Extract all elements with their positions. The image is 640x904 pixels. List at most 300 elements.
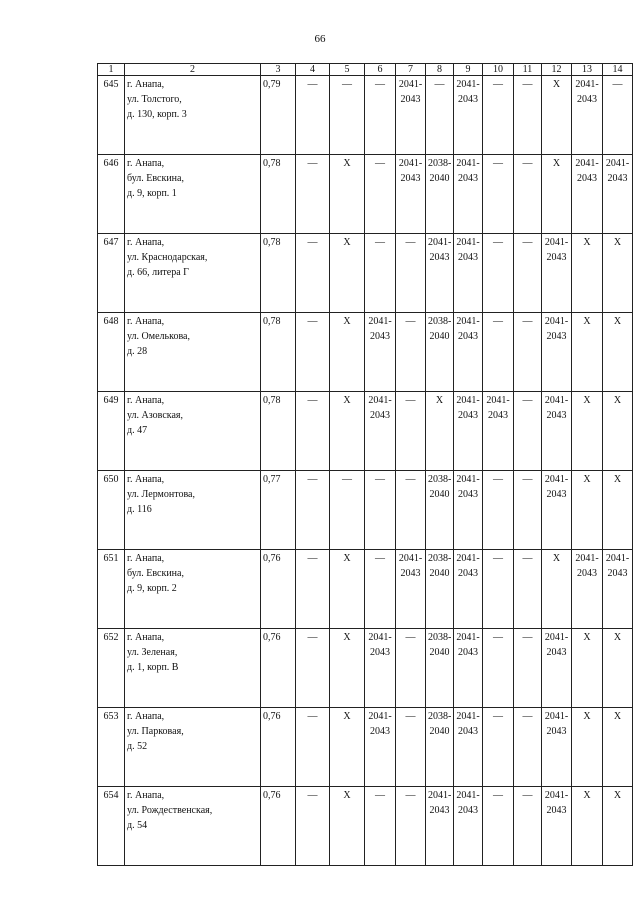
schedule-cell (483, 708, 514, 787)
address-line: г. Анапа, (127, 553, 165, 564)
cell-line: — (493, 474, 503, 485)
cell-line: — (493, 79, 503, 90)
cell-line: 2043 (458, 647, 478, 658)
cell-line: — (307, 79, 318, 90)
cell-line: — (493, 158, 503, 169)
schedule-cell (396, 313, 426, 392)
schedule-cell (514, 155, 542, 234)
schedule-cell (514, 234, 542, 313)
column-header: 6 (365, 64, 396, 76)
cell-line: — (307, 158, 318, 169)
schedule-cell (365, 313, 396, 392)
cell-line: Х (583, 632, 591, 643)
schedule-cell (426, 550, 454, 629)
address-cell (125, 708, 261, 787)
row-number: 649 (98, 392, 125, 471)
cell-line: 2043 (370, 410, 390, 421)
cell-line: Х (613, 790, 622, 801)
schedule-cell (426, 313, 454, 392)
row-number: 647 (98, 234, 125, 313)
cell-line: — (405, 474, 416, 485)
schedule-cell (454, 313, 483, 392)
schedule-cell (396, 629, 426, 708)
schedule-cell (426, 787, 454, 866)
cell-line: 2043 (546, 647, 567, 658)
address-line: д. 54 (127, 820, 148, 831)
schedule-table (97, 63, 633, 866)
cell-line: — (493, 632, 503, 643)
cell-line: Х (583, 474, 591, 485)
schedule-cell (296, 313, 330, 392)
cell-line: 2041- (456, 316, 480, 327)
schedule-cell (296, 708, 330, 787)
table-row (98, 550, 633, 629)
cell-line: Х (343, 237, 351, 248)
schedule-cell (514, 313, 542, 392)
cell-line: Х (343, 790, 351, 801)
cell-line: 2041- (544, 316, 569, 327)
cell-line: 2041- (368, 316, 392, 327)
cell-line: 2043 (546, 489, 567, 500)
cell-line: 2043 (458, 331, 478, 342)
cell-line: — (405, 711, 416, 722)
cell-line: 2041- (544, 711, 569, 722)
cell-line: 2041- (456, 79, 480, 90)
cell-line: 2038- (428, 474, 452, 485)
schedule-cell (603, 787, 633, 866)
cell-line: — (375, 553, 385, 564)
address-line: ул. Омелькова, (127, 331, 190, 342)
schedule-cell (454, 787, 483, 866)
cell-line: Х (613, 474, 622, 485)
address-line: д. 28 (127, 346, 148, 357)
cell-line: 2043 (458, 173, 478, 184)
cell-line: — (307, 553, 318, 564)
cell-line: 2043 (429, 252, 450, 263)
cell-line: 2041- (428, 790, 452, 801)
value-cell: 0,78 (261, 392, 296, 471)
row-number: 653 (98, 708, 125, 787)
cell-line: Х (552, 553, 561, 564)
cell-line: — (307, 395, 318, 406)
cell-line: 2043 (546, 726, 567, 737)
cell-line: 2041- (575, 158, 599, 169)
address-line: д. 47 (127, 425, 148, 436)
schedule-cell (483, 550, 514, 629)
cell-line: 2038- (428, 316, 452, 327)
schedule-cell (454, 76, 483, 155)
cell-line: 2043 (429, 805, 450, 816)
schedule-cell (572, 629, 603, 708)
cell-line: 2043 (458, 489, 478, 500)
cell-line: 2041- (544, 237, 569, 248)
cell-line: — (522, 237, 533, 248)
cell-line: 2043 (400, 568, 421, 579)
schedule-cell (426, 471, 454, 550)
cell-line: Х (583, 395, 591, 406)
cell-line: 2041- (605, 553, 630, 564)
cell-line: — (307, 316, 318, 327)
address-cell (125, 629, 261, 708)
value-cell: 0,76 (261, 708, 296, 787)
address-line: бул. Евскина, (127, 568, 184, 579)
cell-line: Х (343, 632, 351, 643)
schedule-cell (603, 234, 633, 313)
schedule-cell (296, 392, 330, 471)
cell-line: — (522, 79, 533, 90)
cell-line: 2038- (428, 158, 452, 169)
schedule-cell (330, 708, 365, 787)
schedule-cell (330, 471, 365, 550)
cell-line: 2041- (456, 395, 480, 406)
schedule-cell (296, 629, 330, 708)
cell-line: 2041- (368, 632, 392, 643)
schedule-cell (542, 471, 572, 550)
address-line: г. Анапа, (127, 711, 165, 722)
schedule-cell (483, 787, 514, 866)
schedule-cell (603, 313, 633, 392)
cell-line: — (522, 474, 533, 485)
cell-line: 2040 (429, 568, 450, 579)
row-number: 651 (98, 550, 125, 629)
cell-line: Х (613, 237, 622, 248)
column-header: 10 (483, 64, 514, 76)
address-line: д. 52 (127, 741, 148, 752)
schedule-cell (426, 629, 454, 708)
schedule-cell (572, 471, 603, 550)
schedule-cell (454, 392, 483, 471)
address-cell (125, 155, 261, 234)
cell-line: 2040 (429, 647, 450, 658)
value-cell: 0,78 (261, 234, 296, 313)
value-cell: 0,78 (261, 155, 296, 234)
cell-line: 2041- (456, 237, 480, 248)
address-line: ул. Толстого, (127, 94, 182, 105)
schedule-cell (454, 550, 483, 629)
schedule-cell (426, 392, 454, 471)
schedule-cell (483, 313, 514, 392)
cell-line: 2038- (428, 632, 452, 643)
column-header: 11 (514, 64, 542, 76)
schedule-cell (514, 392, 542, 471)
cell-line: — (342, 474, 352, 485)
cell-line: — (307, 474, 318, 485)
cell-line: — (307, 711, 318, 722)
cell-line: 2043 (458, 94, 478, 105)
address-line: г. Анапа, (127, 79, 165, 90)
schedule-cell (426, 234, 454, 313)
cell-line: 2043 (577, 568, 597, 579)
column-header: 1 (98, 64, 125, 76)
schedule-cell (330, 234, 365, 313)
address-line: г. Анапа, (127, 474, 165, 485)
cell-line: 2038- (428, 711, 452, 722)
schedule-cell (426, 76, 454, 155)
cell-line: — (522, 632, 533, 643)
column-header: 3 (261, 64, 296, 76)
cell-line: 2043 (458, 805, 478, 816)
cell-line: — (405, 790, 416, 801)
cell-line: 2041- (486, 395, 510, 406)
schedule-cell (330, 313, 365, 392)
cell-line: 2043 (488, 410, 508, 421)
schedule-cell (296, 471, 330, 550)
schedule-cell (296, 76, 330, 155)
column-header-row (98, 64, 633, 76)
schedule-cell (603, 550, 633, 629)
cell-line: 2043 (400, 173, 421, 184)
cell-line: — (522, 158, 533, 169)
cell-line: 2043 (577, 173, 597, 184)
schedule-cell (426, 155, 454, 234)
column-header: 5 (330, 64, 365, 76)
cell-line: — (405, 237, 416, 248)
row-number: 652 (98, 629, 125, 708)
cell-line: 2038- (428, 553, 452, 564)
schedule-cell (396, 550, 426, 629)
schedule-cell (542, 155, 572, 234)
cell-line: — (522, 395, 533, 406)
cell-line: — (405, 395, 416, 406)
value-cell: 0,76 (261, 629, 296, 708)
row-number: 650 (98, 471, 125, 550)
cell-line: 2041- (368, 395, 392, 406)
cell-line: Х (613, 711, 622, 722)
cell-line: 2041- (398, 158, 423, 169)
cell-line: Х (552, 158, 561, 169)
schedule-cell (396, 708, 426, 787)
schedule-cell (572, 155, 603, 234)
schedule-cell (365, 155, 396, 234)
schedule-cell (542, 313, 572, 392)
row-number: 654 (98, 787, 125, 866)
address-line: ул. Парковая, (127, 726, 184, 737)
cell-line: Х (552, 79, 561, 90)
cell-line: 2041- (368, 711, 392, 722)
cell-line: — (307, 790, 318, 801)
schedule-cell (514, 787, 542, 866)
schedule-cell (365, 76, 396, 155)
schedule-cell (365, 392, 396, 471)
schedule-cell (603, 155, 633, 234)
schedule-cell (330, 76, 365, 155)
cell-line: 2043 (370, 726, 390, 737)
cell-line: — (375, 790, 385, 801)
column-header: 12 (542, 64, 572, 76)
cell-line: 2041- (456, 158, 480, 169)
schedule-cell (296, 787, 330, 866)
address-line: ул. Рождественская, (127, 805, 213, 816)
column-header: 8 (426, 64, 454, 76)
schedule-cell (365, 629, 396, 708)
schedule-cell (514, 550, 542, 629)
address-line: ул. Краснодарская, (127, 252, 208, 263)
schedule-cell (603, 629, 633, 708)
cell-line: 2041- (544, 632, 569, 643)
schedule-cell (572, 550, 603, 629)
cell-line: 2041- (398, 79, 423, 90)
table-row (98, 787, 633, 866)
column-header: 14 (603, 64, 633, 76)
schedule-cell (483, 234, 514, 313)
schedule-cell (330, 629, 365, 708)
cell-line: Х (343, 158, 351, 169)
schedule-cell (454, 155, 483, 234)
cell-line: 2043 (400, 94, 421, 105)
cell-line: — (375, 79, 385, 90)
schedule-cell (396, 76, 426, 155)
cell-line: — (493, 553, 503, 564)
schedule-cell (603, 471, 633, 550)
cell-line: 2041- (575, 553, 599, 564)
schedule-cell (454, 234, 483, 313)
cell-line: — (307, 632, 318, 643)
cell-line: — (405, 632, 416, 643)
table-row (98, 471, 633, 550)
address-line: г. Анапа, (127, 632, 165, 643)
cell-line: 2043 (458, 410, 478, 421)
cell-line: — (612, 79, 623, 90)
cell-line: 2041- (456, 474, 480, 485)
cell-line: — (434, 79, 445, 90)
schedule-cell (426, 708, 454, 787)
schedule-cell (483, 76, 514, 155)
cell-line: 2041- (456, 632, 480, 643)
schedule-cell (514, 471, 542, 550)
address-cell (125, 471, 261, 550)
schedule-cell (542, 787, 572, 866)
cell-line: 2043 (458, 568, 478, 579)
schedule-cell (296, 155, 330, 234)
schedule-cell (454, 708, 483, 787)
cell-line: Х (583, 237, 591, 248)
address-cell (125, 392, 261, 471)
cell-line: 2040 (429, 173, 450, 184)
table-row (98, 708, 633, 787)
cell-line: — (522, 316, 533, 327)
cell-line: 2043 (607, 173, 628, 184)
cell-line: Х (613, 632, 622, 643)
column-header: 9 (454, 64, 483, 76)
cell-line: Х (613, 316, 622, 327)
address-cell (125, 234, 261, 313)
schedule-cell (572, 392, 603, 471)
cell-line: 2041- (605, 158, 630, 169)
cell-line: — (522, 790, 533, 801)
address-line: д. 130, корп. 3 (127, 109, 187, 120)
schedule-cell (365, 708, 396, 787)
cell-line: Х (435, 395, 444, 406)
schedule-cell (603, 392, 633, 471)
schedule-cell (330, 787, 365, 866)
cell-line: Х (583, 790, 591, 801)
schedule-cell (330, 392, 365, 471)
schedule-cell (365, 787, 396, 866)
address-line: д. 9, корп. 2 (127, 583, 177, 594)
schedule-cell (396, 471, 426, 550)
address-line: г. Анапа, (127, 395, 165, 406)
address-line: д. 66, литера Г (127, 267, 189, 278)
schedule-cell (514, 629, 542, 708)
cell-line: Х (583, 316, 591, 327)
cell-line: 2040 (429, 489, 450, 500)
value-cell: 0,76 (261, 787, 296, 866)
cell-line: 2041- (456, 553, 480, 564)
cell-line: Х (343, 316, 351, 327)
schedule-cell (572, 787, 603, 866)
cell-line: Х (343, 711, 351, 722)
column-header: 4 (296, 64, 330, 76)
schedule-cell (514, 708, 542, 787)
schedule-cell (603, 76, 633, 155)
value-cell: 0,76 (261, 550, 296, 629)
cell-line: 2041- (456, 711, 480, 722)
schedule-cell (572, 313, 603, 392)
schedule-cell (454, 471, 483, 550)
table-row (98, 155, 633, 234)
cell-line: — (522, 711, 533, 722)
cell-line: 2043 (546, 805, 567, 816)
cell-line: 2041- (428, 237, 452, 248)
cell-line: — (493, 790, 503, 801)
cell-line: 2041- (544, 474, 569, 485)
address-line: г. Анапа, (127, 158, 165, 169)
cell-line: 2041- (544, 790, 569, 801)
cell-line: Х (613, 395, 622, 406)
cell-line: Х (343, 395, 351, 406)
schedule-cell (396, 787, 426, 866)
address-cell (125, 550, 261, 629)
schedule-cell (542, 76, 572, 155)
cell-line: 2043 (577, 94, 597, 105)
table-row (98, 234, 633, 313)
schedule-cell (365, 234, 396, 313)
row-number: 646 (98, 155, 125, 234)
cell-line: — (493, 316, 503, 327)
cell-line: — (342, 79, 352, 90)
address-line: г. Анапа, (127, 316, 165, 327)
cell-line: 2043 (546, 410, 567, 421)
cell-line: 2043 (607, 568, 628, 579)
cell-line: 2041- (575, 79, 599, 90)
cell-line: — (493, 237, 503, 248)
cell-line: — (493, 711, 503, 722)
schedule-cell (483, 629, 514, 708)
cell-line: — (375, 158, 385, 169)
cell-line: 2043 (370, 331, 390, 342)
schedule-cell (296, 550, 330, 629)
row-number: 648 (98, 313, 125, 392)
cell-line: 2040 (429, 726, 450, 737)
schedule-cell (483, 392, 514, 471)
schedule-cell (514, 76, 542, 155)
schedule-cell (542, 234, 572, 313)
schedule-cell (483, 155, 514, 234)
column-header: 2 (125, 64, 261, 76)
schedule-cell (572, 708, 603, 787)
schedule-cell (542, 392, 572, 471)
table-row (98, 313, 633, 392)
address-line: д. 1, корп. В (127, 662, 179, 673)
schedule-cell (330, 155, 365, 234)
schedule-cell (483, 471, 514, 550)
address-line: г. Анапа, (127, 237, 165, 248)
cell-line: — (375, 237, 385, 248)
schedule-cell (296, 234, 330, 313)
address-cell (125, 313, 261, 392)
value-cell: 0,79 (261, 76, 296, 155)
schedule-cell (572, 234, 603, 313)
